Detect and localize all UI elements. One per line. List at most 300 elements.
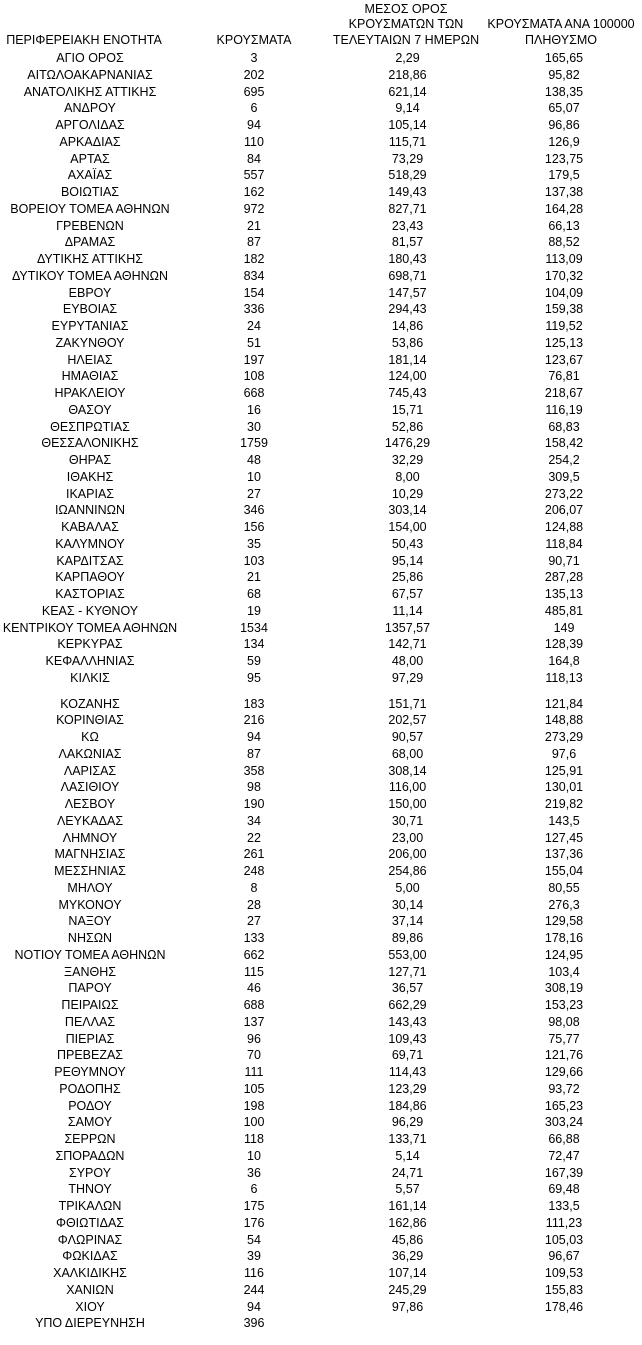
avg7-cell: 69,71: [391, 1048, 424, 1063]
region-cell: ΚΟΖΑΝΗΣ: [60, 696, 120, 711]
cases-cell: 197: [243, 352, 265, 367]
region-cell: ΖΑΚΥΝΘΟΥ: [55, 335, 125, 350]
avg7-cell: 518,29: [388, 168, 427, 183]
region-cell: ΜΗΛΟΥ: [67, 880, 113, 895]
avg7-cell: 127,71: [388, 964, 427, 979]
region-cell: ΜΑΓΝΗΣΙΑΣ: [54, 847, 126, 862]
region-cell: ΚΑΒΑΛΑΣ: [61, 520, 119, 534]
table-row: [0, 100, 642, 117]
table-row: [0, 796, 642, 813]
per100k-cell: 69,48: [548, 1182, 580, 1197]
avg7-cell: 9,14: [395, 101, 420, 116]
cases-cell: 972: [243, 201, 265, 216]
region-cell: ΤΗΝΟΥ: [68, 1182, 112, 1197]
table-row: [0, 519, 642, 536]
avg7-cell: 97,86: [391, 1299, 424, 1314]
cases-cell: 21: [247, 570, 261, 585]
cases-cell: 8: [250, 880, 258, 895]
avg7-cell: 97,29: [391, 670, 424, 685]
per100k-cell: 116,19: [545, 402, 583, 417]
table-row: [0, 863, 642, 880]
cases-cell: 6: [250, 101, 258, 116]
avg7-cell: 1357,57: [384, 620, 431, 635]
per100k-cell: 65,07: [548, 101, 580, 116]
cases-cell: 156: [243, 520, 265, 534]
table-row: [0, 897, 642, 914]
table-row: [0, 586, 642, 603]
region-cell: ΑΝΑΤΟΛΙΚΗΣ ΑΤΤΙΚΗΣ: [23, 84, 157, 99]
region-cell: ΑΡΤΑΣ: [70, 151, 110, 166]
table-row: [0, 218, 642, 235]
per100k-cell: 138,35: [544, 84, 584, 99]
per100k-cell: 111,23: [545, 1215, 583, 1230]
avg7-cell: 109,43: [388, 1031, 427, 1046]
avg7-cell: 23,00: [391, 830, 424, 845]
cases-cell: 111: [244, 1065, 264, 1079]
table-row: [0, 352, 642, 369]
avg7-cell: 116,00: [388, 780, 427, 795]
region-cell: ΘΕΣΠΡΩΤΙΑΣ: [50, 419, 130, 434]
table-row: [0, 1114, 642, 1131]
cases-cell: 133: [243, 931, 265, 945]
per100k-cell: 164,28: [544, 201, 584, 216]
region-cell: ΘΗΡΑΣ: [68, 453, 112, 467]
avg7-cell: 621,14: [388, 84, 427, 99]
cases-cell: 105: [243, 1081, 265, 1096]
avg7-cell: 147,57: [388, 285, 427, 300]
cases-cell: 95: [247, 670, 261, 685]
table-row: [0, 1148, 642, 1165]
cases-cell: 35: [247, 536, 261, 551]
table-row: [0, 603, 642, 620]
cases-cell: 175: [243, 1199, 265, 1213]
cases-cell: 108: [243, 369, 265, 384]
avg7-cell: 124,00: [388, 369, 427, 384]
table-row: [0, 696, 642, 713]
table-row: [0, 712, 642, 729]
per100k-cell: 159,38: [544, 302, 584, 317]
per100k-cell: 123,75: [544, 151, 584, 166]
table-row: [0, 368, 642, 385]
cases-cell: 688: [243, 998, 265, 1012]
cases-cell: 87: [247, 746, 261, 761]
region-cell: ΚΑΡΔΙΤΣΑΣ: [56, 553, 124, 568]
table-row: [0, 1064, 642, 1081]
cases-cell: 84: [247, 151, 261, 166]
cases-cell: 24: [247, 319, 261, 333]
cases-cell: 70: [247, 1048, 261, 1063]
per100k-cell: 308,19: [544, 981, 584, 996]
region-cell: ΕΥΡΥΤΑΝΙΑΣ: [51, 319, 129, 333]
per100k-cell: 164,8: [548, 654, 580, 668]
table-row: [0, 234, 642, 251]
per100k-cell: 125,13: [544, 335, 584, 350]
region-cell: ΒΟΙΩΤΙΑΣ: [60, 185, 120, 199]
avg7-cell: 67,57: [391, 587, 424, 601]
avg7-cell: 24,71: [391, 1165, 424, 1180]
table-row: [0, 930, 642, 947]
per100k-cell: 165,65: [544, 51, 584, 65]
avg7-cell: 161,14: [388, 1199, 427, 1213]
cases-cell: 96: [247, 1031, 261, 1046]
table-row: [0, 67, 642, 84]
table-row: [0, 402, 642, 419]
cases-cell: 134: [243, 637, 265, 652]
per100k-cell: 68,83: [548, 419, 580, 434]
region-cell: ΝΟΤΙΟΥ ΤΟΜΕΑ ΑΘΗΝΩΝ: [14, 947, 166, 962]
region-cell: ΥΠΟ ΔΙΕΡΕΥΝΗΣΗ: [35, 1316, 145, 1331]
table-row: [0, 1232, 642, 1249]
avg7-cell: 107,14: [388, 1266, 427, 1280]
table-row: [0, 620, 642, 637]
table-row: [0, 964, 642, 981]
cases-cell: 162: [243, 185, 265, 199]
per100k-cell: 129,66: [544, 1065, 584, 1079]
cases-cell: 6: [250, 1182, 258, 1197]
per100k-cell: 273,29: [544, 730, 584, 744]
table-row: [0, 1014, 642, 1031]
avg7-cell: 90,57: [391, 730, 424, 744]
region-cell: ΙΩΑΝΝΙΝΩΝ: [54, 503, 126, 518]
region-cell: ΤΡΙΚΑΛΩΝ: [58, 1199, 122, 1213]
cases-cell: 668: [243, 386, 265, 400]
avg7-cell: 150,00: [388, 797, 427, 811]
per100k-cell: 137,38: [544, 185, 584, 199]
region-cell: ΑΧΑΪΑΣ: [67, 168, 113, 183]
per100k-cell: 128,39: [544, 637, 584, 652]
table-row: [0, 779, 642, 796]
per100k-cell: 103,4: [548, 964, 580, 979]
per100k-cell: 167,39: [544, 1165, 584, 1180]
region-cell: ΣΥΡΟΥ: [68, 1165, 112, 1180]
table-row: [0, 947, 642, 964]
per100k-cell: 88,52: [548, 235, 580, 250]
cases-cell: 198: [243, 1098, 265, 1113]
per100k-cell: 218,67: [544, 386, 584, 400]
table-row: [0, 1265, 642, 1282]
avg7-cell: 698,71: [388, 268, 427, 283]
region-cell: ΞΑΝΘΗΣ: [64, 964, 116, 979]
avg7-cell: 89,86: [391, 931, 424, 945]
cases-cell: 19: [247, 603, 261, 618]
per100k-cell: 121,84: [544, 696, 584, 711]
per100k-cell: 158,42: [544, 436, 584, 451]
avg7-cell: 123,29: [388, 1081, 427, 1096]
per100k-cell: 135,13: [544, 587, 584, 601]
cases-cell: 1759: [240, 436, 268, 451]
region-cell: ΗΛΕΙΑΣ: [67, 352, 113, 367]
region-cell: ΣΕΡΡΩΝ: [64, 1132, 116, 1146]
table-row: [0, 1181, 642, 1198]
per100k-cell: 95,82: [548, 67, 580, 82]
per100k-cell: 178,16: [544, 931, 584, 945]
table-row: [0, 184, 642, 201]
cases-cell: 346: [243, 503, 265, 518]
avg7-cell: 96,29: [391, 1115, 424, 1130]
region-cell: ΚΑΛΥΜΝΟΥ: [55, 536, 125, 551]
per100k-cell: 123,67: [544, 352, 584, 367]
table-row: [0, 846, 642, 863]
table-row: [0, 335, 642, 352]
header-cases: ΚΡΟΥΣΜΑΤΑ: [216, 32, 292, 47]
avg7-cell: 180,43: [388, 252, 427, 266]
per100k-cell: 179,5: [548, 168, 580, 183]
avg7-cell: 52,86: [391, 419, 424, 434]
avg7-cell: 662,29: [388, 998, 427, 1012]
per100k-cell: 485,81: [544, 603, 584, 618]
avg7-cell: 30,14: [391, 897, 424, 912]
region-cell: ΑΓΙΟ ΟΡΟΣ: [56, 51, 124, 65]
cases-cell: 87: [247, 235, 261, 250]
table-row: [0, 167, 642, 184]
avg7-cell: 105,14: [388, 118, 427, 132]
region-cell: ΜΕΣΣΗΝΙΑΣ: [54, 864, 126, 878]
per100k-cell: 273,22: [544, 486, 584, 501]
table-row: [0, 435, 642, 452]
avg7-cell: 14,86: [391, 319, 424, 333]
region-cell: ΗΜΑΘΙΑΣ: [61, 369, 119, 384]
avg7-cell: 15,71: [391, 402, 424, 417]
per100k-cell: 104,09: [544, 285, 584, 300]
cases-cell: 176: [243, 1215, 265, 1230]
avg7-cell: 162,86: [388, 1215, 427, 1230]
per100k-cell: 309,5: [548, 469, 580, 484]
region-cell: ΦΘΙΩΤΙΔΑΣ: [55, 1215, 125, 1230]
region-cell: ΑΡΓΟΛΙΔΑΣ: [55, 118, 125, 132]
avg7-cell: 115,71: [388, 134, 427, 149]
region-cell: ΑΝΔΡΟΥ: [64, 101, 116, 116]
per100k-cell: 148,88: [544, 713, 584, 728]
table-row: [0, 1215, 642, 1232]
table-row: [0, 1081, 642, 1098]
table-row: [0, 84, 642, 101]
table-row: [0, 1315, 642, 1332]
table-row: [0, 729, 642, 746]
cases-cell: 59: [247, 654, 261, 668]
region-cell: ΡΟΔΟΠΗΣ: [59, 1081, 121, 1096]
table-row: [0, 830, 642, 847]
avg7-cell: 45,86: [391, 1232, 424, 1247]
per100k-cell: 130,01: [544, 780, 584, 795]
per100k-cell: 97,6: [551, 746, 577, 761]
region-cell: ΔΥΤΙΚΟΥ ΤΟΜΕΑ ΑΘΗΝΩΝ: [11, 268, 169, 283]
table-row: [0, 880, 642, 897]
cases-cell: 261: [243, 847, 265, 862]
region-cell: ΣΑΜΟΥ: [67, 1115, 113, 1130]
avg7-cell: 143,43: [388, 1014, 427, 1029]
per100k-cell: 98,08: [548, 1014, 580, 1029]
region-cell: ΔΥΤΙΚΗΣ ΑΤΤΙΚΗΣ: [37, 252, 143, 266]
cases-cell: 21: [247, 218, 261, 233]
region-cell: ΛΕΥΚΑΔΑΣ: [56, 813, 124, 828]
region-cell: ΑΙΤΩΛΟΑΚΑΡΝΑΝΙΑΣ: [27, 67, 153, 82]
per100k-cell: 287,28: [544, 570, 584, 585]
avg7-cell: 303,14: [388, 503, 427, 518]
avg7-cell: 133,71: [388, 1132, 427, 1146]
cases-cell: 68: [247, 587, 261, 601]
cases-cell: 834: [243, 268, 265, 283]
table-row: [0, 1165, 642, 1182]
per100k-cell: 155,83: [544, 1282, 584, 1297]
table-row: [0, 285, 642, 302]
region-cell: ΡΕΘΥΜΝΟΥ: [54, 1065, 126, 1079]
avg7-cell: 206,00: [388, 847, 427, 862]
cases-cell: 110: [244, 134, 264, 149]
region-cell: ΕΒΡΟΥ: [68, 285, 112, 300]
per100k-cell: 178,46: [544, 1299, 584, 1314]
table-row: [0, 1131, 642, 1148]
cases-cell: 182: [243, 252, 265, 266]
cases-cell: 216: [243, 713, 265, 728]
region-cell: ΔΡΑΜΑΣ: [64, 235, 116, 250]
region-cell: ΛΑΡΙΣΑΣ: [63, 763, 117, 778]
region-cell: ΕΥΒΟΙΑΣ: [62, 302, 118, 317]
per100k-cell: 143,5: [548, 813, 580, 828]
region-cell: ΚΑΣΤΟΡΙΑΣ: [55, 587, 125, 601]
avg7-cell: 25,86: [391, 570, 424, 585]
table-row: [0, 913, 642, 930]
cases-cell: 16: [247, 402, 261, 417]
region-cell: ΣΠΟΡΑΔΩΝ: [55, 1148, 125, 1163]
cases-cell: 358: [243, 763, 265, 778]
table-row: [0, 536, 642, 553]
avg7-cell: 184,86: [388, 1098, 427, 1113]
avg7-cell: 11,14: [392, 603, 423, 618]
table-body: [0, 50, 642, 1332]
avg7-cell: 32,29: [391, 453, 424, 467]
cases-cell: 396: [243, 1316, 265, 1331]
region-cell: ΛΑΚΩΝΙΑΣ: [58, 746, 122, 761]
cases-cell: 98: [247, 780, 261, 795]
table-row: [0, 1299, 642, 1316]
region-cell: ΚΟΡΙΝΘΙΑΣ: [56, 713, 124, 728]
cases-cell: 103: [243, 553, 265, 568]
cases-cell: 557: [243, 168, 265, 183]
region-cell: ΠΡΕΒΕΖΑΣ: [56, 1048, 124, 1063]
per100k-cell: 93,72: [548, 1081, 580, 1096]
avg7-cell: 5,57: [395, 1182, 420, 1197]
cases-cell: 248: [243, 864, 265, 878]
per100k-cell: 303,24: [544, 1115, 584, 1130]
region-cell: ΘΕΣΣΑΛΟΝΙΚΗΣ: [41, 436, 139, 451]
region-cell: ΚΕΡΚΥΡΑΣ: [57, 637, 123, 652]
avg7-cell: 48,00: [391, 654, 424, 668]
avg7-cell: 245,29: [388, 1282, 427, 1297]
per100k-cell: 126,9: [548, 134, 580, 149]
per100k-cell: 124,95: [544, 947, 584, 962]
cases-cell: 3: [250, 51, 258, 65]
avg7-cell: 73,29: [391, 151, 424, 166]
avg7-cell: 202,57: [388, 713, 427, 728]
cases-cell: 336: [243, 302, 265, 317]
avg7-cell: 553,00: [388, 947, 427, 962]
region-cell: ΚΩ: [81, 730, 99, 744]
table-row: [0, 653, 642, 670]
cases-cell: 202: [243, 67, 265, 82]
per100k-cell: 124,88: [544, 520, 584, 534]
cases-cell: 183: [243, 696, 265, 711]
per100k-cell: 165,23: [544, 1098, 584, 1113]
region-cell: ΚΕΦΑΛΛΗΝΙΑΣ: [45, 654, 135, 668]
region-cell: ΠΕΛΛΑΣ: [64, 1014, 116, 1029]
table-row: [0, 419, 642, 436]
table-row: [0, 997, 642, 1014]
cases-cell: 116: [244, 1266, 264, 1280]
per100k-cell: 118,84: [545, 536, 583, 551]
avg7-cell: 114,43: [388, 1065, 427, 1079]
cases-cell: 695: [243, 84, 265, 99]
per100k-cell: 254,2: [548, 453, 580, 467]
avg7-cell: 154,00: [388, 520, 427, 534]
per100k-cell: 118,13: [545, 670, 583, 685]
avg7-cell: 142,71: [388, 637, 427, 652]
avg7-cell: 37,14: [391, 914, 424, 929]
cases-cell: 28: [247, 897, 261, 912]
table-row: [0, 813, 642, 830]
cases-cell: 46: [247, 981, 261, 996]
table-row: [0, 746, 642, 763]
cases-cell: 100: [243, 1115, 265, 1130]
per100k-cell: 96,86: [548, 118, 580, 132]
avg7-cell: 2,29: [395, 51, 420, 65]
table-row: [0, 569, 642, 586]
table-row: [0, 50, 642, 67]
avg7-cell: 181,14: [388, 352, 427, 367]
cases-cell: 48: [247, 453, 261, 467]
table-row: [0, 268, 642, 285]
table-row: [0, 486, 642, 503]
region-cell: ΗΡΑΚΛΕΙΟΥ: [54, 386, 126, 400]
per100k-cell: 170,32: [544, 268, 584, 283]
region-cell: ΛΕΣΒΟΥ: [64, 797, 116, 811]
region-cell: ΦΛΩΡΙΝΑΣ: [57, 1232, 123, 1247]
cases-cell: 10: [247, 469, 261, 484]
table-row: [0, 134, 642, 151]
table-row: [0, 1098, 642, 1115]
per100k-cell: 90,71: [548, 553, 580, 568]
avg7-cell: 151,71: [388, 696, 427, 711]
per100k-cell: 149: [553, 620, 575, 635]
per100k-cell: 96,67: [548, 1249, 580, 1264]
region-cell: ΚΙΛΚΙΣ: [70, 670, 110, 685]
avg7-cell: 36,29: [391, 1249, 424, 1264]
avg7-cell: 745,43: [388, 386, 427, 400]
per100k-cell: 155,04: [544, 864, 584, 878]
cases-cell: 34: [247, 813, 261, 828]
avg7-cell: 827,71: [388, 201, 427, 216]
region-cell: ΚΑΡΠΑΘΟΥ: [55, 570, 125, 585]
region-cell: ΧΑΛΚΙΔΙΚΗΣ: [53, 1266, 127, 1280]
per100k-cell: 72,47: [548, 1148, 580, 1163]
table-row: [0, 1031, 642, 1048]
table-row: [0, 670, 642, 687]
cases-cell: 154: [243, 285, 265, 300]
per100k-cell: 121,76: [544, 1048, 584, 1063]
per100k-cell: 129,58: [544, 914, 584, 929]
avg7-cell: 53,86: [391, 335, 424, 350]
region-cell: ΒΟΡΕΙΟΥ ΤΟΜΕΑ ΑΘΗΝΩΝ: [10, 201, 170, 216]
avg7-cell: 30,71: [391, 813, 424, 828]
table-row: [0, 1047, 642, 1064]
region-cell: ΘΑΣΟΥ: [68, 402, 112, 417]
per100k-cell: 109,53: [544, 1266, 584, 1280]
avg7-cell: 81,57: [391, 235, 424, 250]
cases-cell: 94: [247, 1299, 261, 1314]
cases-cell: 54: [247, 1232, 261, 1247]
region-cell: ΛΗΜΝΟΥ: [62, 830, 118, 845]
avg7-cell: 149,43: [388, 185, 427, 199]
avg7-cell: 36,57: [391, 981, 424, 996]
